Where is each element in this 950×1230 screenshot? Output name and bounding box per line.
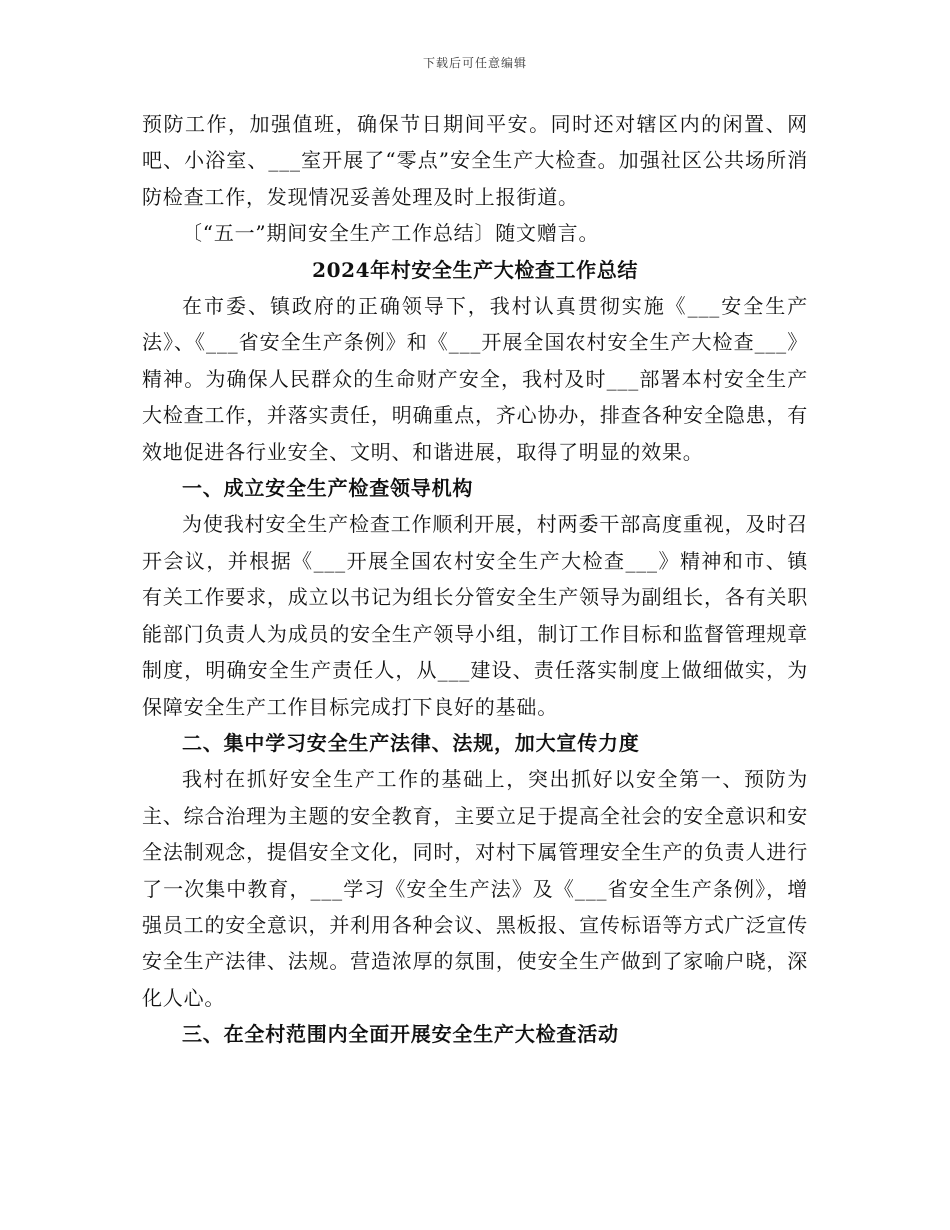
article-title: 2024年村安全生产大检查工作总结 [312,257,638,282]
page-header-note: 下载后可任意编辑 [422,56,527,70]
article-paragraph-3: 我村在抓好安全生产工作的基础上，突出抓好以安全第一、预防为主、综合治理为主题的安全教育，主要立足于提高全社会的安全意识和安全法制观念，提倡安全文化，同时，对村下属管理安全生产的负责人进行了一次集中教育，___学习《安全生产法》及《___省安全生产条例》，增强员工的安全意识，并利用各种会议、黑板报、宣传标语等方式广泛宣传安全生产法律、法规。营造浓厚的氛围，使安全生产做到了家喻户晓，深化人心。 [142,767,808,1010]
intro-paragraph-1: 预防工作，加强值班，确保节日期间平安。同时还对辖区内的闲置、网吧、小浴室、___室开展了“零点”安全生产大检查。加强社区公共场所消防检查工作，发现情况妥善处理及时上报街道。 [142,112,808,209]
article-paragraph-1: 在市委、镇政府的正确领导下，我村认真贯彻实施《___安全生产法》、《___省安全生产条例》和《___开展全国农村安全生产大检查___》精神。为确保人民群众的生命财产安全，我村及时___部署本村安全生产大检查工作，并落实责任，明确重点，齐心协办，排查各种安全隐患，有效地促进各行业安全、文明、和谐进展，取得了明显的效果。 [142,294,808,464]
section-heading-2: 二、集中学习安全生产法律、法规，加大宣传力度 [182,730,640,755]
section-heading-3: 三、在全村范围内全面开展安全生产大检查活动 [182,1022,619,1047]
intro-paragraph-2: 〔“五一”期间安全生产工作总结〕随文赠言。 [182,221,600,246]
section-heading-1: 一、成立安全生产检查领导机构 [182,476,474,501]
article-paragraph-2: 为使我村安全生产检查工作顺利开展，村两委干部高度重视，及时召开会议，并根据《___开展全国农村安全生产大检查___》精神和市、镇有关工作要求，成立以书记为组长分管安全生产领导为副组长，各有关职能部门负责人为成员的安全生产领导小组，制订工作目标和监督管理规章制度，明确安全生产责任人，从___建设、责任落实制度上做细做实，为保障安全生产工作目标完成打下良好的基础。 [142,512,808,719]
document-body [142,106,808,1053]
